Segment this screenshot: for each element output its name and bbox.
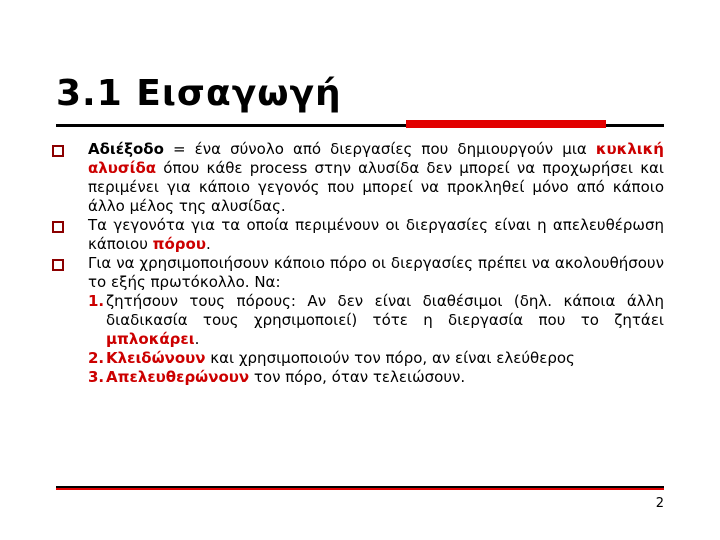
highlight-release: Απελευθερώνουν: [106, 368, 250, 386]
protocol-step-2: [52, 349, 664, 368]
step-text: .: [194, 330, 200, 348]
bullet-text: όπου κάθε process στην αλυσίδα δεν μπορεί να προχωρήσει και περιμένει για κάποιο γεγονός που μπορεί να προκληθεί μόνο από κάποιο άλλο μέλος της αλυσίδας.: [88, 159, 664, 215]
bullet-events: [52, 216, 664, 254]
page-number: 2: [655, 496, 664, 511]
bullet-text: Για να χρησιμοποιήσουν κάποιο πόρο οι διεργασίες πρέπει να ακολουθήσουν το εξής πρωτόκολλο. Να:: [88, 254, 664, 291]
step-text: ζητήσουν τους πόρους: Αν δεν είναι διαθέσιμοι (δηλ. κάποια άλλη διαδικασία τους χρησιμοποιεί) τότε η διεργασία που το ζητάει: [106, 292, 664, 329]
protocol-step-3: [52, 368, 664, 387]
bullet-text: Τα γεγονότα για τα οποία περιμένουν οι διεργασίες είναι η απελευθέρωση κάποιου: [88, 216, 664, 253]
bullet-text: .: [205, 235, 211, 253]
title-divider: [56, 124, 664, 127]
highlight-blocks: μπλοκάρει: [106, 330, 195, 348]
title-divider-accent: [406, 120, 606, 128]
square-bullet-icon: [52, 221, 64, 233]
highlight-circular-chain: κυκλική αλυσίδα: [88, 140, 664, 177]
step-text: και χρησιμοποιούν τον πόρο, αν είναι ελεύθερος: [205, 349, 575, 367]
slide-title: 3.1 Εισαγωγή: [56, 73, 342, 114]
protocol-step-1: [52, 292, 664, 349]
bullet-protocol: [52, 254, 664, 292]
step-text: τον πόρο, όταν τελειώσουν.: [249, 368, 466, 386]
bullet-text: = ένα σύνολο από διεργασίες που δημιουργούν μια: [163, 140, 596, 158]
footer-divider-accent: [56, 488, 664, 490]
bullet-deadlock-definition: [52, 140, 664, 216]
step-number: 3.: [88, 368, 105, 386]
step-number: 1.: [88, 292, 105, 310]
square-bullet-icon: [52, 259, 64, 271]
highlight-resource: πόρου: [152, 235, 206, 253]
term-deadlock: Αδιέξοδο: [88, 140, 164, 158]
slide-body: [52, 140, 664, 387]
square-bullet-icon: [52, 145, 64, 157]
footer-divider: [56, 486, 664, 488]
highlight-lock: Κλειδώνουν: [106, 349, 206, 367]
step-number: 2.: [88, 349, 105, 367]
